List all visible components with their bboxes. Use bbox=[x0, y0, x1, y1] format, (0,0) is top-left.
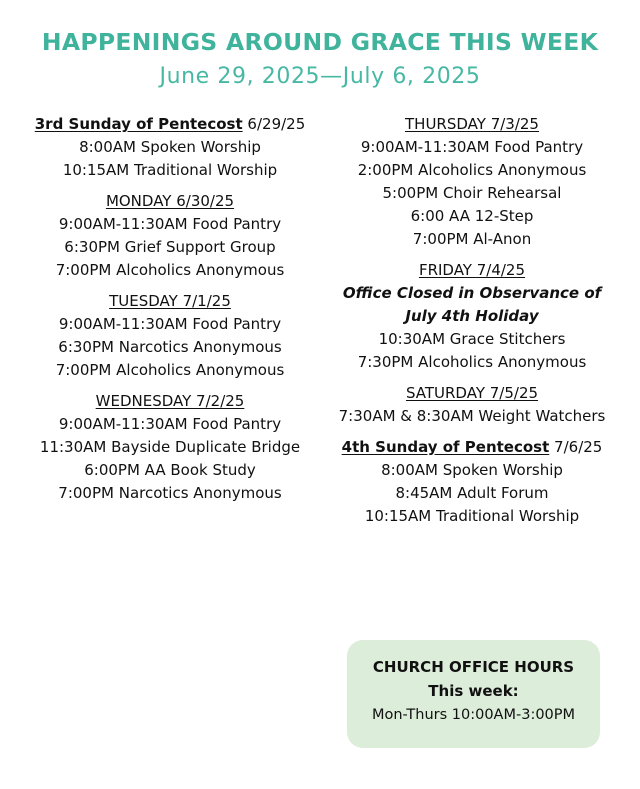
day-heading bbox=[324, 382, 620, 405]
saturday-block bbox=[324, 382, 620, 428]
sunday-title: 3rd Sunday of Pentecost bbox=[34, 115, 243, 133]
right-column bbox=[324, 113, 620, 536]
sunday-next-title: 4th Sunday of Pentecost bbox=[341, 438, 550, 456]
event-line: 7:00PM Al-Anon bbox=[412, 230, 532, 248]
thursday-block bbox=[324, 113, 620, 251]
day-heading bbox=[25, 390, 315, 413]
event-line: 5:00PM Choir Rehearsal bbox=[382, 184, 562, 202]
event-line: 9:00AM-11:30AM Food Pantry bbox=[360, 138, 584, 156]
left-column bbox=[25, 113, 315, 513]
office-hours-title: CHURCH OFFICE HOURS bbox=[372, 658, 575, 676]
monday-heading: MONDAY 6/30/25 bbox=[105, 192, 235, 210]
event-line: 6:30PM Grief Support Group bbox=[64, 238, 276, 256]
event-line: 7:00PM Alcoholics Anonymous bbox=[55, 261, 285, 279]
sunday-date: 6/29/25 bbox=[247, 115, 306, 133]
event-line: 6:00 AA 12-Step bbox=[410, 207, 534, 225]
event-line: 10:30AM Grace Stitchers bbox=[378, 330, 566, 348]
event-line: 7:00PM Narcotics Anonymous bbox=[58, 484, 282, 502]
friday-heading: FRIDAY 7/4/25 bbox=[418, 261, 526, 279]
event-line: 11:30AM Bayside Duplicate Bridge bbox=[39, 438, 301, 456]
day-heading bbox=[324, 113, 620, 136]
event-line: 7:30AM & 8:30AM Weight Watchers bbox=[338, 407, 606, 425]
event-line: 10:15AM Traditional Worship bbox=[62, 161, 278, 179]
day-heading bbox=[324, 259, 620, 282]
event-line: 8:00AM Spoken Worship bbox=[381, 461, 563, 479]
holiday-notice: Office Closed in Observance of bbox=[342, 284, 602, 302]
day-heading bbox=[25, 290, 315, 313]
event-line: 9:00AM-11:30AM Food Pantry bbox=[58, 215, 282, 233]
monday-block bbox=[25, 190, 315, 282]
event-line: 2:00PM Alcoholics Anonymous bbox=[357, 161, 587, 179]
thursday-heading: THURSDAY 7/3/25 bbox=[405, 115, 539, 133]
sunday-next-block bbox=[324, 436, 620, 528]
event-line: 8:45AM Adult Forum bbox=[395, 484, 549, 502]
friday-block bbox=[324, 259, 620, 374]
sunday-block bbox=[25, 113, 315, 182]
holiday-notice: July 4th Holiday bbox=[405, 307, 539, 325]
event-line: 8:00AM Spoken Worship bbox=[79, 138, 261, 156]
wednesday-block bbox=[25, 390, 315, 505]
event-line: 9:00AM-11:30AM Food Pantry bbox=[58, 315, 282, 333]
day-heading bbox=[25, 113, 315, 136]
office-hours-subtitle: This week: bbox=[428, 682, 519, 700]
event-line: 7:30PM Alcoholics Anonymous bbox=[357, 353, 587, 371]
page-title: HAPPENINGS AROUND GRACE THIS WEEK bbox=[41, 28, 599, 56]
office-hours-value: Mon-Thurs 10:00AM-3:00PM bbox=[371, 707, 576, 723]
date-range: June 29, 2025—July 6, 2025 bbox=[159, 64, 481, 89]
sunday-next-date: 7/6/25 bbox=[554, 438, 603, 456]
event-line: 6:30PM Narcotics Anonymous bbox=[58, 338, 282, 356]
wednesday-heading: WEDNESDAY 7/2/25 bbox=[95, 392, 245, 410]
day-heading bbox=[25, 190, 315, 213]
office-hours-box bbox=[347, 640, 600, 748]
event-line: 9:00AM-11:30AM Food Pantry bbox=[58, 415, 282, 433]
day-heading bbox=[324, 436, 620, 459]
event-line: 6:00PM AA Book Study bbox=[84, 461, 256, 479]
tuesday-block bbox=[25, 290, 315, 382]
tuesday-heading: TUESDAY 7/1/25 bbox=[109, 292, 231, 310]
saturday-heading: SATURDAY 7/5/25 bbox=[405, 384, 539, 402]
event-line: 10:15AM Traditional Worship bbox=[364, 507, 580, 525]
event-line: 7:00PM Alcoholics Anonymous bbox=[55, 361, 285, 379]
